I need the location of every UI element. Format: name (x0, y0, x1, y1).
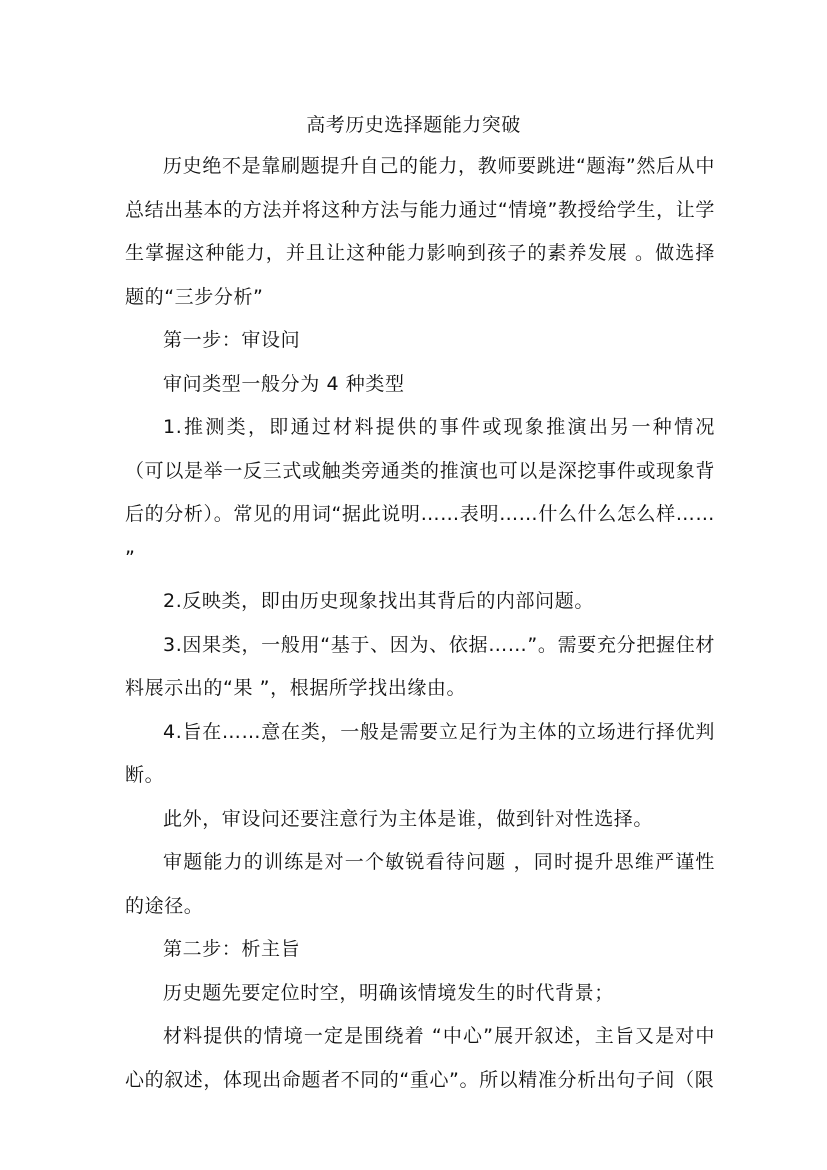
paragraph-subject-note: 此外，审设问还要注意行为主体是谁，做到针对性选择。 (163, 807, 654, 830)
document-body (125, 145, 715, 1102)
paragraph-type-reflection: 2.反映类，即由历史现象找出其背后的内部问题。 (163, 590, 594, 612)
paragraph-type-causal: 3.因果类，一般用“基于、因为、依据……”。需要充分把握住材料展示出的“果 ”，根据所学找出缘由。 (125, 633, 715, 699)
paragraph-step-one-heading: 第一步：审设问 (163, 329, 301, 351)
paragraph-training-note: 审题能力的训练是对一个敏锐看待问题 ，同时提升思维严谨性的途径。 (125, 851, 715, 917)
paragraph-theme-analysis: 材料提供的情境一定是围绕着 “中心”展开叙述，主旨又是对中心的叙述，体现出命题者不同的“重心”。所以精准分析出句子间（限 (125, 1025, 715, 1091)
paragraph-question-types: 审问类型一般分为 4 种类型 (163, 372, 405, 395)
paragraph-step-two-heading: 第二步：析主旨 (163, 938, 301, 960)
page-title: 高考历史选择题能力突破 (306, 114, 521, 136)
paragraph-type-inference: 1.推测类，即通过材料提供的事件或现象推演出另一种情况 （可以是举一反三式或触类旁通类的推演也可以是深挖事件或现象背后的分析）。常见的用词“据此说明……表明……什么什么怎么样…… ” (125, 416, 715, 569)
paragraph-time-space: 历史题先要定位时空，明确该情境发生的时代背景； (163, 981, 614, 1004)
paragraph-type-intent: 4.旨在……意在类，一般是需要立足行为主体的立场进行择优判断。 (125, 720, 715, 786)
paragraph-intro: 历史绝不是靠刷题提升自己的能力，教师要跳进“题海”然后从中总结出基本的方法并将这种方法与能力通过“情境”教授给学生，让学生掌握这种能力，并且让这种能力影响到孩子的素养发展 。做选择题的“三步分析” (125, 155, 715, 308)
